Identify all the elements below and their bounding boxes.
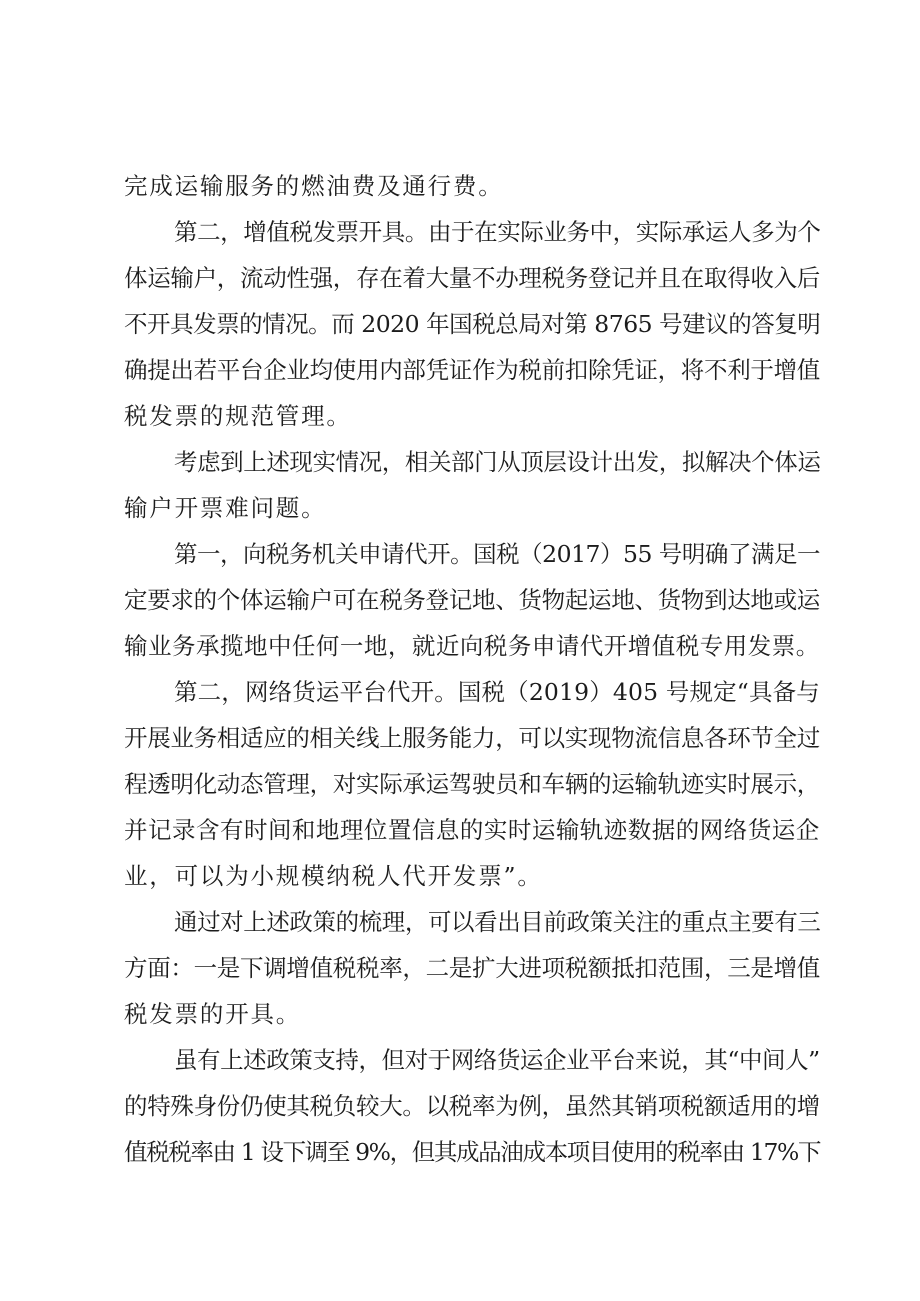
paragraph-line: 定要求的个体运输户可在税务登记地、货物起运地、货物到达地或运 — [124, 586, 820, 614]
paragraph-first-line: 通过对上述政策的梳理，可以看出目前政策关注的重点主要有三 — [174, 908, 821, 936]
paragraph-line: 开展业务相适应的相关线上服务能力，可以实现物流信息各环节全过 — [124, 724, 820, 752]
paragraph-line: 税发票的规范管理。 — [124, 402, 352, 430]
paragraph-line: 体运输户，流动性强，存在着大量不办理税务登记并且在取得收入后 — [124, 264, 820, 292]
paragraph-line: 不开具发票的情况。而 2020 年国税总局对第 8765 号建议的答复明 — [124, 310, 821, 338]
paragraph-line: 的特殊身份仍使其税负较大。以税率为例，虽然其销项税额适用的增 — [124, 1092, 820, 1120]
paragraph-line: 并记录含有时间和地理位置信息的实时运输轨迹数据的网络货运企 — [124, 816, 820, 844]
paragraph-line: 税发票的开具。 — [124, 1000, 302, 1028]
paragraph-first-line: 第二，增值税发票开具。由于在实际业务中，实际承运人多为个 — [174, 218, 821, 246]
paragraph-line: 值税税率由 1 设下调至 9%，但其成品油成本项目使用的税率由 17%下 — [124, 1138, 821, 1166]
paragraph-line: 完成运输服务的燃油费及通行费。 — [124, 172, 504, 200]
paragraph-first-line: 第二，网络货运平台代开。国税（2019）405 号规定“具备与 — [174, 678, 820, 706]
paragraph-line: 程透明化动态管理，对实际承运驾驶员和车辆的运输轨迹实时展示， — [124, 770, 820, 798]
paragraph-line: 确提出若平台企业均使用内部凭证作为税前扣除凭证，将不利于增值 — [124, 356, 820, 384]
document-body — [124, 163, 820, 1175]
paragraph-line: 输业务承揽地中任何一地，就近向税务申请代开增值税专用发票。 — [124, 632, 820, 660]
paragraph-first-line: 虽有上述政策支持，但对于网络货运企业平台来说，其“中间人” — [174, 1046, 820, 1074]
paragraph-first-line: 第一，向税务机关申请代开。国税（2017）55 号明确了满足一 — [174, 540, 820, 568]
paragraph-line: 方面：一是下调增值税税率，二是扩大进项税额抵扣范围，三是增值 — [124, 954, 820, 982]
paragraph-line: 业，可以为小规模纳税人代开发票”。 — [124, 862, 543, 890]
paragraph-first-line: 考虑到上述现实情况，相关部门从顶层设计出发，拟解决个体运 — [174, 448, 821, 476]
paragraph-line: 输户开票难问题。 — [124, 494, 327, 522]
